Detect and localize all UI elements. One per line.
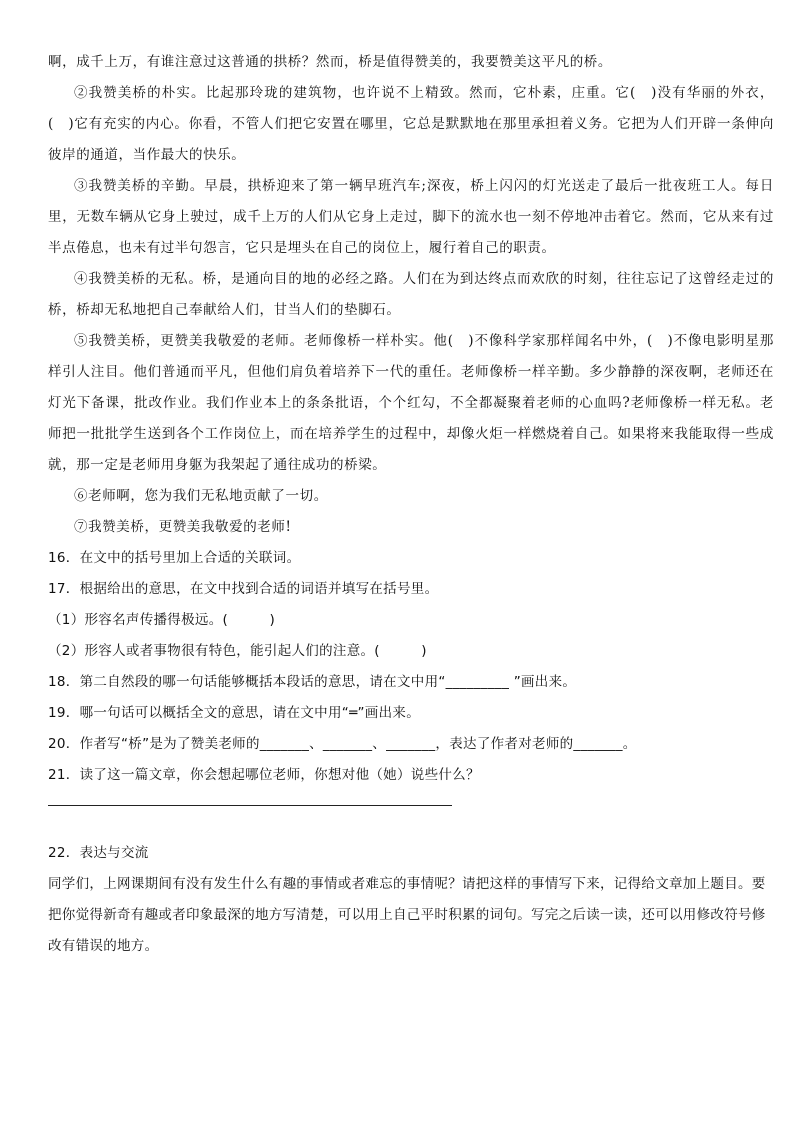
worksheet-page <box>48 47 774 962</box>
question-17-part-1: （1）形容名声传播得极远。( ) <box>48 612 276 628</box>
passage-paragraph-1-continued: 啊，成千上万，有谁注意过这普通的拱桥？然而，桥是值得赞美的，我要赞美这平凡的桥。 <box>48 54 612 70</box>
passage-paragraph-5: ⑤我赞美桥，更赞美我敬爱的老师。老师像桥一样朴实。他( )不像科学家那样闻名中外，( )不像电影明星那样引人注目。他们普通而平凡，但他们肩负着培养下一代的重任。老师像桥一样辛勤。多少静静的深夜啊，老师还在灯光下备课，批改作业。我们作业本上的条条批语，个个红勾，不全都凝聚着老师的心血吗?老师像桥一样无私。老师把一批批学生送到各个工作岗位上，而在培养学生的过程中，却像火炬一样燃烧着自己。如果将来我能取得一些成就，那一定是老师用身躯为我架起了通往成功的桥梁。 <box>48 333 774 473</box>
question-18: 18．第二自然段的哪一句话能够概括本段话的意思，请在文中用“_________ ”画出来。 <box>48 674 577 690</box>
passage-paragraph-3: ③我赞美桥的辛勤。早晨，拱桥迎来了第一辆早班汽车;深夜，桥上闪闪的灯光送走了最后一批夜班工人。每日里，无数车辆从它身上驶过，成千上万的人们从它身上走过，脚下的流水也一刻不停地冲击着它。然而，它从来有过半点倦息，也未有过半句怨言，它只是埋头在自己的岗位上，履行着自己的职责。 <box>48 178 774 256</box>
question-19: 19．哪一句话可以概括全文的意思，请在文中用“═”画出来。 <box>48 705 420 721</box>
question-22-prompt: 同学们，上网课期间有没有发生什么有趣的事情或者难忘的事情呢？请把这样的事情写下来，记得给文章加上题目。要把你觉得新奇有趣或者印象最深的地方写清楚，可以用上自己平时积累的词句。写完之后读一读，还可以用修改符号修改有错误的地方。 <box>48 876 766 954</box>
answer-line-21[interactable] <box>48 805 452 806</box>
question-16: 16．在文中的括号里加上合适的关联词。 <box>48 550 301 566</box>
question-21: 21．读了这一篇文章，你会想起哪位老师，你想对他（她）说些什么？ <box>48 767 480 783</box>
passage-paragraph-2: ②我赞美桥的朴实。比起那玲珑的建筑物，也许说不上精致。然而，它朴素，庄重。它( )没有华丽的外衣，( )它有充实的内心。你看，不管人们把它安置在哪里，它总是默默地在那里承担着义务。它把为人们开辟一条伸向彼岸的通道，当作最大的快乐。 <box>48 85 774 163</box>
passage-paragraph-6: ⑥老师啊，您为我们无私地贡献了一切。 <box>74 488 328 504</box>
question-22-title: 22．表达与交流 <box>48 845 149 861</box>
passage-paragraph-4: ④我赞美桥的无私。桥，是通向目的地的必经之路。人们在为到达终点而欢欣的时刻，往往忘记了这曾经走过的桥，桥却无私地把自己奉献给人们，甘当人们的垫脚石。 <box>48 271 774 318</box>
passage-paragraph-7: ⑦我赞美桥，更赞美我敬爱的老师! <box>74 519 292 535</box>
question-20: 20．作者写“桥”是为了赞美老师的_______、_______、_______，表达了作者对老师的_______。 <box>48 736 637 752</box>
question-17: 17．根据给出的意思，在文中找到合适的词语并填写在括号里。 <box>48 581 439 597</box>
question-17-part-2: （2）形容人或者事物很有特色，能引起人们的注意。( ) <box>48 643 427 659</box>
